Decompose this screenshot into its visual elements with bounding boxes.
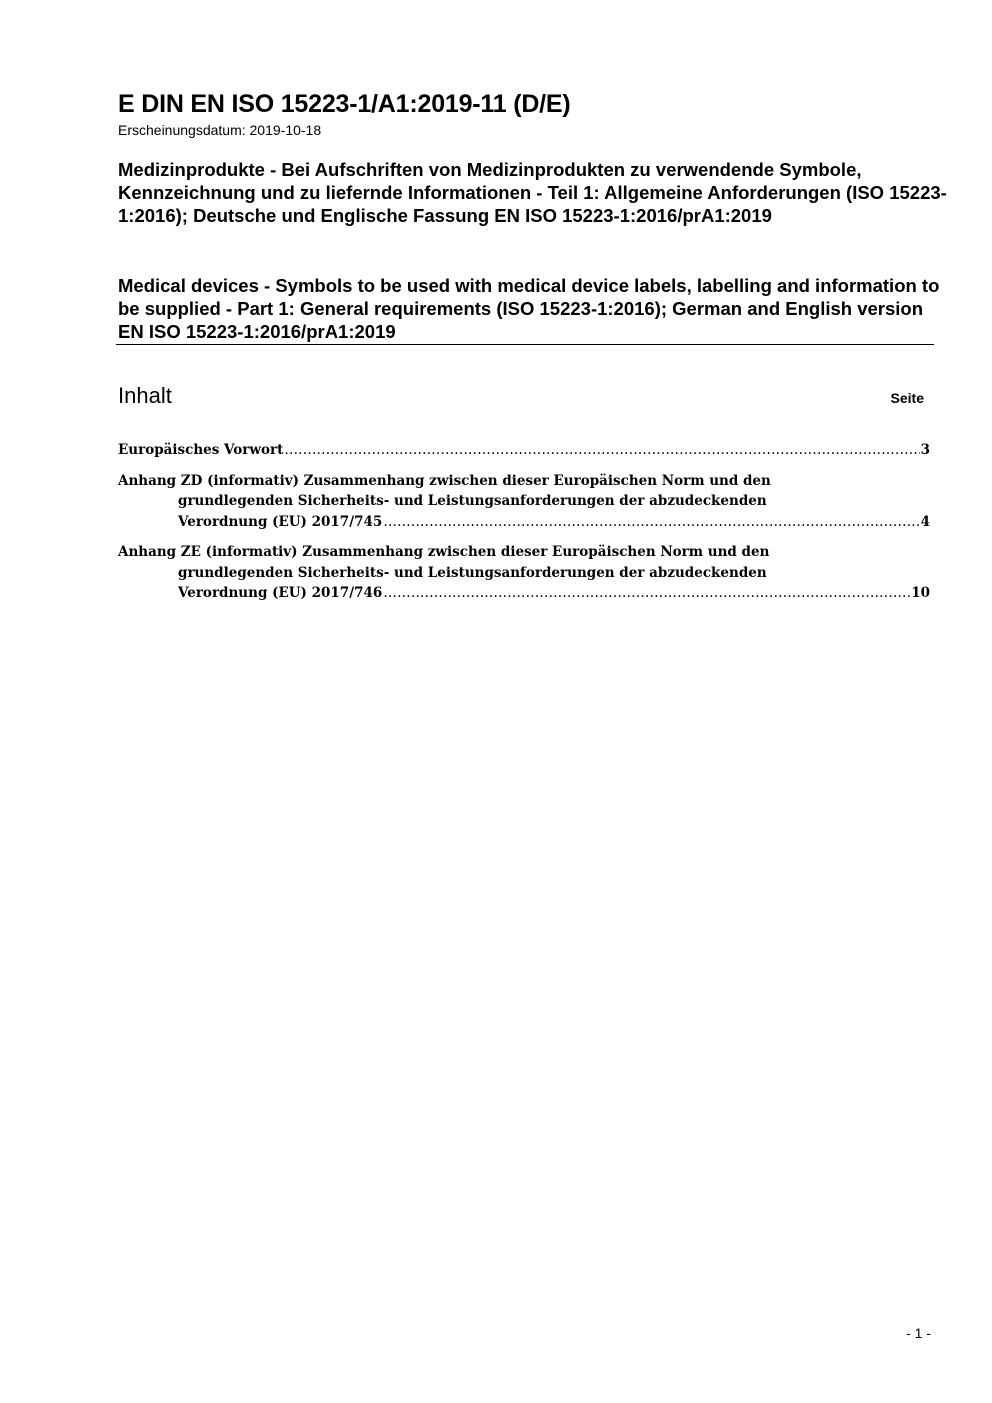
toc-entry-page: 4 <box>920 513 930 530</box>
toc-entry-page: 3 <box>920 442 930 458</box>
toc-entry-title-line: Anhang ZD (informativ) Zusammenhang zwischen dieser Europäischen Norm und den <box>118 472 771 489</box>
english-title: Medical devices - Symbols to be used with medical device labels, labelling and information to be supplied - Part 1: General requirements (ISO 15223-1:2016); German and English version EN ISO 15223-1:2016/prA1:2019 <box>118 275 940 342</box>
toc-entry-title-line: Verordnung (EU) 2017/746 <box>178 585 383 601</box>
toc-entry-title-line: Anhang ZE (informativ) Zusammenhang zwischen dieser Europäischen Norm und den <box>118 544 770 560</box>
toc-entry-annex-zd[interactable] <box>118 471 930 533</box>
toc-leader-dots <box>383 583 910 604</box>
page-number: - 1 - <box>906 1325 931 1341</box>
toc-entry-last-line <box>118 583 930 604</box>
document-title: E DIN EN ISO 15223-1/A1:2019-11 (D/E) <box>118 90 571 118</box>
toc-entry-title-line: Verordnung (EU) 2017/745 <box>178 513 383 530</box>
toc-entry-foreword[interactable] <box>118 440 930 461</box>
toc-entry-title-line: grundlegenden Sicherheits- und Leistungsanforderungen der abzudeckenden <box>178 564 767 581</box>
german-title: Medizinprodukte - Bei Aufschriften von Medizinprodukten zu verwendende Symbole, Kennzeichnung und zu liefernde Informationen - Teil 1: Allgemeine Anforderungen (ISO 15223-1:2016); Deutsche und Englische Fassung EN ISO 15223-1:2016/prA1:2019 <box>118 159 947 226</box>
toc-entry-annex-ze[interactable] <box>118 542 930 604</box>
toc-heading: Inhalt <box>118 383 172 408</box>
toc-entry-title-line: grundlegenden Sicherheits- und Leistungsanforderungen der abzudeckenden <box>178 493 767 509</box>
toc-leader-dots <box>284 440 919 461</box>
title-divider <box>116 344 934 345</box>
toc-leader-dots <box>383 512 919 533</box>
table-of-contents <box>118 440 930 614</box>
toc-page-column-label: Seite <box>890 390 924 406</box>
toc-entry-title: Europäisches Vorwort <box>118 442 284 458</box>
toc-entry-last-line <box>118 512 930 533</box>
toc-entry-page: 10 <box>911 585 930 601</box>
publication-date: Erscheinungsdatum: 2019-10-18 <box>118 122 322 138</box>
